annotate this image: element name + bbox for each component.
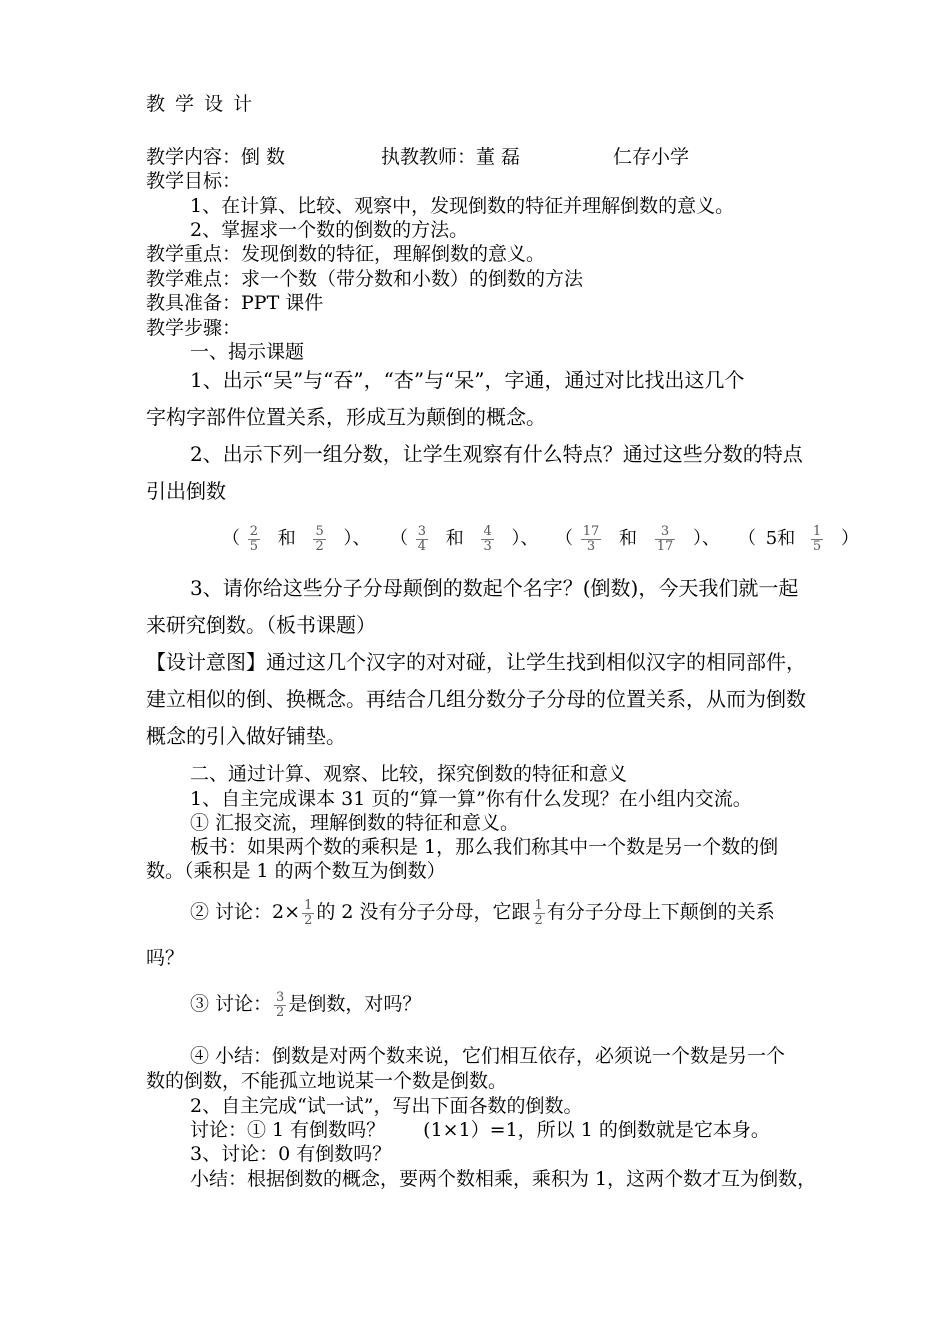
- design-intent-line3: 概念的引入做好铺垫。: [146, 724, 346, 748]
- key-point: 教学重点：发现倒数的特征，理解倒数的意义。: [146, 243, 546, 265]
- s2-item-1a: ① 汇报交流，理解倒数的特征和意义。: [190, 812, 520, 834]
- s1-p1-line2: 字构字部件位置关系，形成互为颠倒的概念。: [146, 405, 546, 429]
- fraction: $\frac{1}{5}$: [812, 523, 822, 554]
- fraction: $\frac{3}{2}$: [276, 989, 285, 1020]
- fraction: $\frac{2}{5}$: [249, 523, 259, 554]
- section2-heading: 二、通过计算、观察、比较，探究倒数的特征和意义: [190, 763, 628, 785]
- fraction: $\frac{3}{4}$: [417, 523, 427, 554]
- s2-item-1: 1、自主完成课本 31 页的“算一算”你有什么发现？在小组内交流。: [190, 788, 752, 810]
- discussion-2: ② 讨论：2× $\frac{1}{2}$ 的 2 没有分子分母，它跟 $\frac{1}{2}$ 有分子分母上下颠倒的关系: [190, 897, 775, 928]
- s2-item-3-summary: 小结：根据倒数的概念，要两个数相乘，乘积为 1，这两个数才互为倒数，: [190, 1168, 817, 1190]
- fraction: $\frac{1}{2}$: [304, 897, 313, 928]
- discussion-2-line2: 吗？: [146, 947, 185, 969]
- s1-p3-line2: 来研究倒数。（板书课题）: [146, 613, 376, 637]
- fraction-pair-3: （ $\frac{17}{3}$ 和 $\frac{3}{17}$ ）、: [555, 523, 721, 554]
- summary-4-line2: 数的倒数，不能孤立地说某一个数是倒数。: [146, 1070, 508, 1092]
- summary-4-line1: ④ 小结：倒数是对两个数来说，它们相互依存，必须说一个数是另一个: [190, 1045, 786, 1067]
- s1-p2-line2: 引出倒数: [146, 479, 226, 503]
- difficulty: 教学难点：求一个数（带分数和小数）的倒数的方法: [146, 268, 584, 290]
- fraction: $\frac{5}{2}$: [315, 523, 324, 554]
- board-line2: 数。（乘积是 1 的两个数互为倒数）: [146, 860, 446, 882]
- s2-item-2-discussion: 讨论：① 1 有倒数吗？ (1×1）=1，所以 1 的倒数就是它本身。: [190, 1119, 770, 1141]
- section1-heading: 一、揭示课题: [190, 341, 305, 363]
- design-intent-line1: 【设计意图】通过这几个汉字的对对碰，让学生找到相似汉字的相同部件，: [146, 650, 806, 674]
- goals-heading: 教学目标：: [146, 170, 242, 192]
- doc-title: 教 学 设 计: [146, 93, 255, 115]
- fraction: $\frac{1}{2}$: [534, 897, 543, 928]
- tools: 教具准备：PPT 课件: [146, 292, 324, 314]
- fraction: $\frac{4}{3}$: [483, 523, 492, 554]
- content-label: 教学内容：倒 数: [146, 146, 286, 168]
- s2-item-2: 2、自主完成“试一试”，写出下面各数的倒数。: [190, 1095, 583, 1117]
- fraction-pair-1: （ $\frac{2}{5}$ 和 $\frac{5}{2}$ ）、: [222, 523, 371, 554]
- design-intent-line2: 建立相似的倒、换概念。再结合几组分数分子分母的位置关系，从而为倒数: [146, 687, 806, 711]
- fraction: $\frac{3}{17}$: [656, 523, 674, 554]
- s2-item-3: 3、讨论：0 有倒数吗？: [190, 1143, 392, 1165]
- fraction: $\frac{17}{3}$: [582, 523, 600, 554]
- teacher-label: 执教教师：董 磊: [381, 146, 521, 168]
- fraction-pair-2: （ $\frac{3}{4}$ 和 $\frac{4}{3}$ ）、: [390, 523, 539, 554]
- goal-item-1: 1、在计算、比较、观察中，发现倒数的特征并理解倒数的意义。: [190, 195, 735, 217]
- fraction-pairs-row: [0, 519, 950, 559]
- goal-item-2: 2、掌握求一个数的倒数的方法。: [190, 219, 469, 241]
- steps-heading: 教学步骤：: [146, 317, 242, 339]
- s1-p2-line1: 2、出示下列一组分数，让学生观察有什么特点？通过这些分数的特点: [190, 442, 803, 466]
- school-name: 仁存小学: [613, 146, 690, 168]
- discussion-3: ③ 讨论： $\frac{3}{2}$ 是倒数，对吗？: [190, 989, 422, 1020]
- s1-p1-line1: 1、出示“吴”与“吞”，“杏”与“呆”，字通，通过对比找出这几个: [190, 368, 745, 392]
- s1-p3-line1: 3、请你给这些分子分母颠倒的数起个名字？(倒数)，今天我们就一起: [190, 576, 799, 600]
- board-line1: 板书：如果两个数的乘积是 1，那么我们称其中一个数是另一个数的倒: [190, 836, 779, 858]
- fraction-pair-4: （ 5和 $\frac{1}{5}$ ）: [738, 523, 859, 554]
